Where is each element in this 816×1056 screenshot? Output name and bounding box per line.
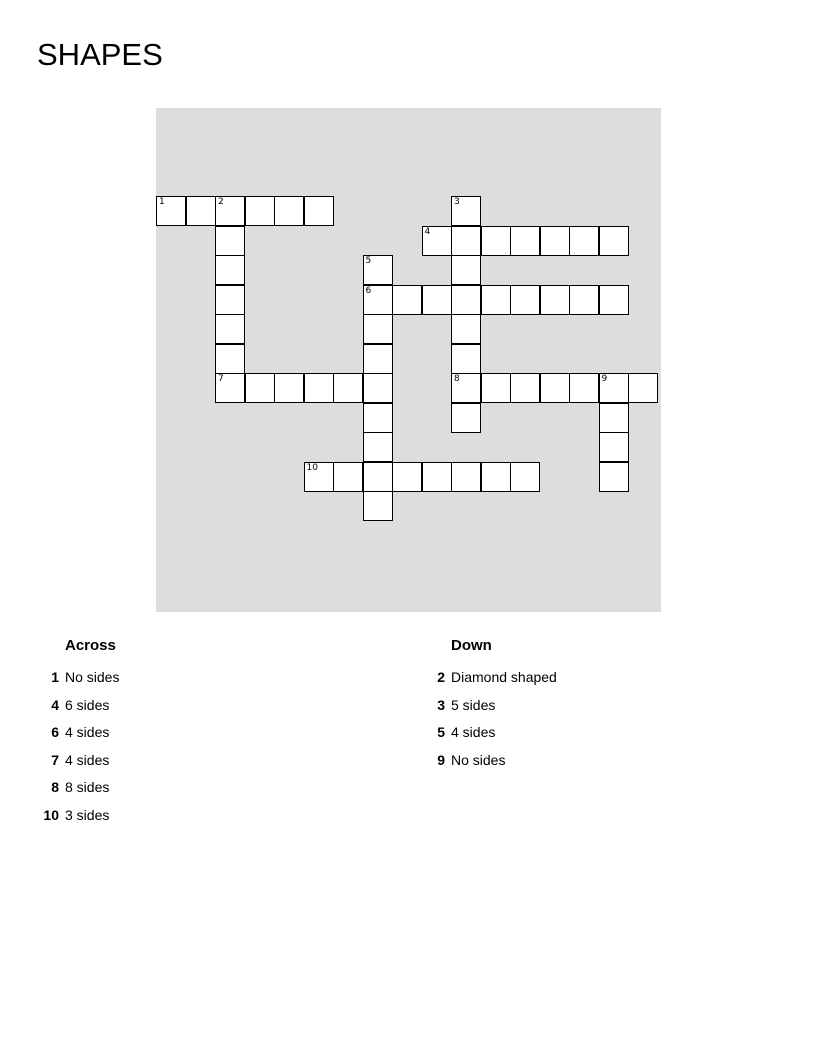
grid-cell[interactable] bbox=[569, 226, 599, 256]
grid-cell[interactable] bbox=[333, 373, 363, 403]
grid-cell[interactable] bbox=[422, 462, 452, 492]
grid-cell[interactable] bbox=[451, 403, 481, 433]
grid-cell[interactable] bbox=[510, 462, 540, 492]
clue-item-number: 6 bbox=[51, 724, 59, 741]
clue-item-number: 2 bbox=[437, 669, 445, 685]
grid-cell[interactable] bbox=[215, 255, 245, 285]
grid-cell[interactable] bbox=[451, 255, 481, 285]
grid-cell[interactable] bbox=[215, 285, 245, 315]
grid-cell[interactable] bbox=[392, 285, 422, 315]
grid-cell[interactable] bbox=[510, 285, 540, 315]
grid-cell[interactable] bbox=[599, 462, 629, 492]
grid-cell[interactable] bbox=[215, 196, 245, 226]
clue-number: 7 bbox=[218, 374, 224, 384]
clue-number: 2 bbox=[218, 197, 224, 207]
grid-cell[interactable] bbox=[304, 196, 334, 226]
grid-cell[interactable] bbox=[215, 373, 245, 403]
clue-item-number: 7 bbox=[51, 751, 59, 768]
clue-number: 1 bbox=[159, 197, 165, 207]
grid-cell[interactable] bbox=[363, 462, 393, 492]
grid-cell[interactable] bbox=[451, 285, 481, 315]
grid-cell[interactable] bbox=[451, 314, 481, 344]
grid-cell[interactable] bbox=[363, 403, 393, 433]
grid-cell[interactable] bbox=[451, 226, 481, 256]
grid-cell[interactable] bbox=[274, 196, 304, 226]
grid-cell[interactable] bbox=[363, 314, 393, 344]
clue-number: 4 bbox=[424, 226, 431, 237]
clue-number: 6 bbox=[365, 285, 372, 296]
grid-cell[interactable] bbox=[569, 285, 599, 315]
clue-item-number: 4 bbox=[51, 696, 59, 713]
grid-cell[interactable] bbox=[245, 373, 275, 403]
clue-item-number: 8 bbox=[51, 779, 59, 796]
clue-number: 9 bbox=[601, 374, 608, 384]
clue-item-number: 3 bbox=[437, 696, 445, 713]
grid-cell[interactable] bbox=[540, 373, 570, 403]
grid-cell[interactable] bbox=[333, 462, 363, 492]
grid-cell[interactable] bbox=[304, 373, 334, 403]
grid-cell[interactable] bbox=[422, 285, 452, 315]
clue-item-text: 3 sides bbox=[65, 807, 110, 823]
clue-item-number: 5 bbox=[437, 724, 445, 741]
grid-cell[interactable] bbox=[481, 373, 511, 403]
clue-item-text: No sides bbox=[65, 669, 120, 685]
grid-cell[interactable] bbox=[540, 226, 570, 256]
grid-cell[interactable] bbox=[481, 285, 511, 315]
grid-cell[interactable] bbox=[156, 196, 186, 226]
grid-cell[interactable] bbox=[599, 226, 629, 256]
grid-cell[interactable] bbox=[245, 196, 275, 226]
grid-cell[interactable] bbox=[363, 255, 393, 285]
clue-item-text: 8 sides bbox=[65, 779, 110, 796]
clue-item-text: 4 sides bbox=[65, 751, 110, 768]
grid-cell[interactable] bbox=[274, 373, 304, 403]
clue-item-text: 4 sides bbox=[451, 724, 496, 741]
clue-item-number: 10 bbox=[43, 807, 59, 823]
clue-item-text: 4 sides bbox=[65, 724, 110, 741]
clue-item-number: 1 bbox=[51, 669, 59, 685]
across-heading: Across bbox=[65, 637, 116, 654]
grid-cell[interactable] bbox=[510, 226, 540, 256]
grid-cell[interactable] bbox=[628, 373, 658, 403]
grid-cell[interactable] bbox=[363, 491, 393, 521]
grid-cell[interactable] bbox=[510, 373, 540, 403]
clue-item-text: 6 sides bbox=[65, 696, 110, 713]
grid-cell[interactable] bbox=[363, 344, 393, 374]
grid-cell[interactable] bbox=[215, 344, 245, 374]
grid-cell[interactable] bbox=[186, 196, 216, 226]
grid-cell[interactable] bbox=[363, 373, 393, 403]
grid-cell[interactable] bbox=[422, 226, 452, 256]
clue-number: 5 bbox=[365, 256, 372, 266]
down-heading: Down bbox=[451, 637, 492, 654]
grid-cell[interactable] bbox=[451, 196, 481, 226]
grid-cell[interactable] bbox=[215, 314, 245, 344]
grid-cell[interactable] bbox=[481, 226, 511, 256]
clue-item-number: 9 bbox=[437, 751, 445, 768]
grid-cell[interactable] bbox=[599, 373, 629, 403]
grid-cell[interactable] bbox=[215, 226, 245, 256]
grid-cell[interactable] bbox=[304, 462, 334, 492]
clue-item-text: No sides bbox=[451, 751, 506, 768]
grid-cell[interactable] bbox=[363, 285, 393, 315]
grid-cell[interactable] bbox=[481, 462, 511, 492]
grid-cell[interactable] bbox=[540, 285, 570, 315]
clue-item-text: Diamond shaped bbox=[451, 669, 557, 685]
grid-cell[interactable] bbox=[451, 462, 481, 492]
grid-cell[interactable] bbox=[392, 462, 422, 492]
crossword-grid bbox=[156, 108, 661, 612]
page-title: SHAPES bbox=[37, 37, 163, 72]
grid-cell[interactable] bbox=[451, 344, 481, 374]
clue-item-text: 5 sides bbox=[451, 696, 496, 713]
grid-cell[interactable] bbox=[599, 285, 629, 315]
grid-cell[interactable] bbox=[599, 432, 629, 462]
grid-cell[interactable] bbox=[451, 373, 481, 403]
clue-number: 8 bbox=[454, 374, 460, 384]
clue-number: 3 bbox=[454, 197, 460, 207]
clue-number: 10 bbox=[306, 462, 318, 473]
grid-cell[interactable] bbox=[363, 432, 393, 462]
grid-cell[interactable] bbox=[569, 373, 599, 403]
grid-cell[interactable] bbox=[599, 403, 629, 433]
